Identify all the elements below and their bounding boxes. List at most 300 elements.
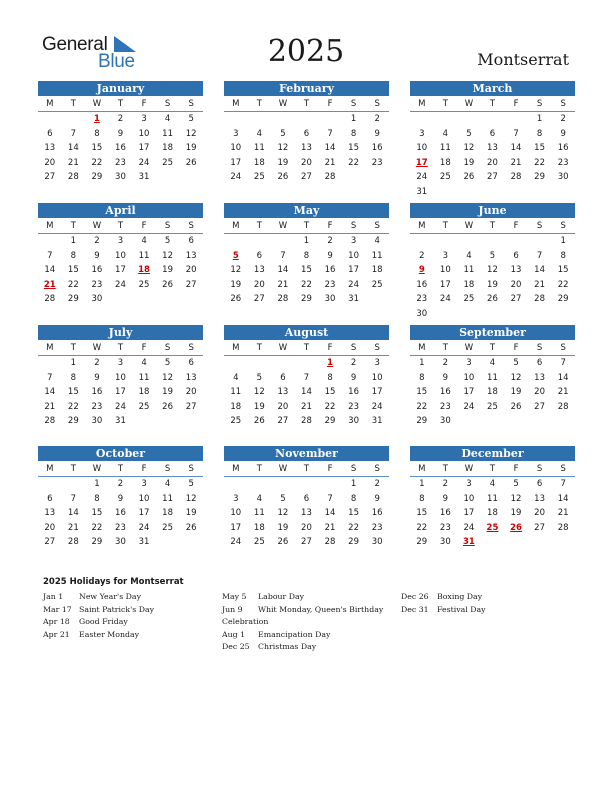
holiday-name: Christmas Day [258,642,317,652]
day-cell: 12 [253,387,265,398]
month-november [224,446,389,550]
day-cell: 15 [557,265,569,276]
week-row [38,249,203,264]
day-cell: 1 [303,236,310,246]
empty-day-cell [551,185,575,200]
empty-day-cell [504,112,528,127]
day-cell: 8 [560,250,566,261]
day-cell: 29 [416,537,428,548]
week-row [410,414,575,429]
day-cell: 8 [350,493,357,504]
holiday-item [43,629,154,642]
weekday-label: W [278,343,288,353]
day-cell: 1 [419,479,425,489]
day-cell: 8 [536,128,543,139]
day-cell: 9 [442,493,449,504]
day-cell: 24 [371,401,383,412]
day-cell: 4 [141,358,147,368]
day-cell: 12 [230,265,242,276]
empty-day-cell [295,112,319,127]
day-cell: 25 [253,537,265,548]
holiday-item [222,629,383,642]
holiday-column [222,591,383,654]
empty-day-cell [132,292,156,307]
day-cell: 9 [442,372,449,383]
holiday-item [222,604,383,617]
weekday-label: F [141,343,147,353]
week-row [410,521,575,536]
week-row [224,278,389,293]
day-cell: 26 [185,522,197,533]
day-cell: 23 [439,522,451,533]
week-row [410,278,575,293]
day-cell: 6 [513,250,519,261]
day-cell: 3 [117,236,124,246]
day-cell: 19 [185,143,197,154]
empty-day-cell [38,234,62,249]
day-cell: 24 [463,401,475,412]
holiday-day-cell: 17 [415,157,428,168]
day-cell: 18 [371,265,383,276]
day-cell: 12 [277,508,289,519]
weekday-label: T [489,221,496,231]
empty-day-cell [156,170,180,185]
day-cell: 10 [115,250,126,261]
day-cell: 30 [91,294,103,305]
month-header: July [38,325,203,340]
day-cell: 27 [44,537,56,548]
day-cell: 4 [233,372,239,383]
day-cell: 11 [253,143,265,154]
month-header: October [38,446,203,461]
day-cell: 7 [513,128,519,139]
day-cell: 12 [510,372,522,383]
day-cell: 25 [162,157,173,168]
week-row [410,492,575,507]
day-cell: 14 [324,508,336,519]
day-cell: 28 [324,537,336,548]
day-cell: 17 [439,279,451,290]
day-cell: 8 [70,250,77,261]
day-cell: 10 [439,265,451,276]
day-cell: 3 [466,479,472,489]
day-cell: 3 [141,479,147,489]
holiday-date: Aug 1 [222,629,246,639]
empty-day-cell [224,234,248,249]
day-cell: 16 [371,508,383,519]
week-row [38,112,203,127]
day-cell: 16 [115,508,126,519]
week-row [410,385,575,400]
weekday-label: T [70,343,76,353]
empty-day-cell [481,307,505,322]
weekday-header-row [224,461,389,477]
week-row [224,477,389,492]
day-cell: 20 [44,522,56,533]
weekday-label: W [92,99,102,109]
week-row [38,521,203,536]
weekday-label: T [489,464,496,474]
day-cell: 5 [188,114,194,124]
day-cell: 2 [117,114,124,124]
weekday-label: T [442,99,448,109]
day-cell: 21 [557,387,569,398]
day-cell: 11 [253,508,265,519]
empty-day-cell [457,185,481,200]
weekday-label: T [442,464,448,474]
day-cell: 16 [416,279,428,290]
day-cell: 6 [188,236,194,246]
day-cell: 21 [301,401,312,412]
day-cell: 1 [94,479,100,489]
weekday-label: M [46,221,54,231]
weekday-label: S [536,343,543,353]
day-cell: 24 [138,522,150,533]
day-cell: 6 [536,479,543,489]
day-cell: 17 [115,387,126,398]
day-cell: 6 [489,128,496,139]
day-cell: 1 [70,236,77,246]
weekday-label: T [256,221,262,231]
day-cell: 3 [419,128,425,139]
page-title-year: 2025 [267,34,345,69]
day-cell: 3 [141,114,147,124]
week-row [224,521,389,536]
day-cell: 21 [534,279,545,290]
day-cell: 15 [534,143,545,154]
empty-day-cell [295,356,319,371]
day-cell: 10 [230,143,242,154]
weekday-label: F [513,99,519,109]
empty-day-cell [551,414,575,429]
day-cell: 23 [439,401,451,412]
day-cell: 25 [230,416,242,427]
day-cell: 9 [327,250,333,261]
holiday-date: Dec 26 [401,592,429,601]
empty-day-cell [179,170,203,185]
day-cell: 11 [371,250,383,261]
day-cell: 5 [280,128,286,139]
weekday-label: W [92,221,102,231]
holiday-item [43,616,154,629]
day-cell: 16 [348,387,359,398]
day-cell: 11 [487,372,498,383]
empty-day-cell [179,414,203,429]
weekday-label: T [489,99,496,109]
day-cell: 22 [534,157,545,168]
month-header: March [410,81,575,96]
holiday-column [401,591,486,616]
empty-day-cell [156,414,180,429]
day-cell: 10 [230,508,242,519]
day-cell: 22 [91,522,103,533]
day-cell: 8 [70,372,77,383]
day-cell: 19 [487,279,498,290]
week-row [410,477,575,492]
day-cell: 15 [416,508,428,519]
day-cell: 27 [185,279,197,290]
holiday-date: Mar 17 [43,604,72,614]
weekday-label: S [188,464,194,474]
month-january [38,81,203,185]
day-cell: 21 [324,157,336,168]
day-cell: 28 [277,294,289,305]
day-cell: 29 [301,294,312,305]
week-row [38,477,203,492]
weekday-label: S [350,99,357,109]
day-cell: 30 [557,172,569,183]
weekday-label: S [164,99,171,109]
day-cell: 26 [253,416,265,427]
day-cell: 21 [510,157,522,168]
holiday-column [43,591,154,641]
day-cell: 1 [560,236,566,246]
day-cell: 24 [115,401,126,412]
month-header: November [224,446,389,461]
week-row [38,234,203,249]
day-cell: 11 [230,387,242,398]
day-cell: 5 [188,479,194,489]
day-cell: 27 [510,294,522,305]
week-row [410,263,575,278]
weekday-header-row [38,218,203,234]
day-cell: 11 [138,372,150,383]
month-august [224,325,389,429]
day-cell: 4 [374,236,380,246]
empty-day-cell [410,234,434,249]
week-row [224,385,389,400]
empty-day-cell [38,356,62,371]
weekday-label: S [164,343,171,353]
empty-day-cell [528,535,552,550]
day-cell: 23 [416,294,428,305]
weekday-label: S [536,221,543,231]
day-cell: 12 [277,143,289,154]
weekday-label: S [536,99,543,109]
weekday-label: W [464,99,474,109]
day-cell: 28 [67,537,79,548]
day-cell: 7 [303,372,310,383]
day-cell: 16 [557,143,569,154]
week-row [410,307,575,322]
weekday-label: T [303,464,310,474]
week-row [38,156,203,171]
holiday-date: Dec 25 [222,642,250,652]
weekday-label: T [117,221,124,231]
day-cell: 19 [277,157,289,168]
day-cell: 19 [463,157,475,168]
day-cell: 14 [324,143,336,154]
weekday-label: F [327,343,333,353]
weekday-label: M [232,343,240,353]
day-cell: 25 [138,279,150,290]
empty-day-cell [248,356,272,371]
weekday-label: M [418,99,426,109]
day-cell: 23 [371,522,383,533]
weekday-label: F [513,221,519,231]
empty-day-cell [271,234,295,249]
week-row [224,263,389,278]
day-cell: 9 [94,372,100,383]
day-cell: 3 [117,358,124,368]
day-cell: 30 [348,416,359,427]
holiday-name: Saint Patrick's Day [79,604,155,614]
day-cell: 27 [301,537,312,548]
holiday-date: Jan 1 [43,592,64,601]
day-cell: 7 [47,250,53,261]
week-row [224,414,389,429]
day-cell: 17 [348,265,359,276]
day-cell: 14 [557,493,569,504]
day-cell: 7 [560,358,566,368]
month-header: September [410,325,575,340]
day-cell: 10 [348,250,359,261]
weekday-label: S [560,343,566,353]
day-cell: 4 [141,236,147,246]
weekday-label: W [92,343,102,353]
day-cell: 8 [303,250,310,261]
day-cell: 29 [91,172,103,183]
empty-day-cell [248,477,272,492]
day-cell: 22 [557,279,569,290]
weekday-label: S [350,343,357,353]
holiday-item [43,604,154,617]
day-cell: 7 [560,479,566,489]
day-cell: 27 [487,172,498,183]
day-cell: 25 [138,401,150,412]
day-cell: 23 [91,401,103,412]
week-row [38,127,203,142]
day-cell: 22 [324,401,336,412]
day-cell: 30 [416,308,428,319]
day-cell: 7 [47,372,53,383]
day-cell: 28 [557,522,569,533]
day-cell: 25 [439,172,451,183]
day-cell: 18 [463,279,475,290]
day-cell: 10 [138,493,150,504]
weekday-label: S [374,343,380,353]
day-cell: 1 [536,114,543,124]
holiday-date: Apr 18 [43,617,70,627]
day-cell: 12 [487,265,498,276]
day-cell: 9 [560,128,566,139]
holiday-date: Jun 9 [222,604,243,614]
empty-day-cell [248,112,272,127]
weekday-label: T [70,99,76,109]
day-cell: 24 [230,537,242,548]
day-cell: 2 [419,250,425,261]
weekday-header-row [410,340,575,356]
day-cell: 12 [185,493,197,504]
day-cell: 18 [162,143,173,154]
week-row [38,400,203,415]
week-row [224,292,389,307]
empty-day-cell [481,414,505,429]
day-cell: 17 [138,143,150,154]
day-cell: 23 [115,157,126,168]
holiday-item [401,604,486,617]
day-cell: 17 [371,387,383,398]
day-cell: 26 [277,537,289,548]
empty-day-cell [132,414,156,429]
day-cell: 25 [162,522,173,533]
weekday-label: T [442,221,448,231]
day-cell: 29 [416,416,428,427]
day-cell: 13 [44,143,56,154]
month-may [224,203,389,307]
day-cell: 20 [510,279,522,290]
day-cell: 12 [510,493,522,504]
day-cell: 15 [91,143,103,154]
day-cell: 13 [301,143,312,154]
empty-day-cell [481,535,505,550]
day-cell: 8 [419,493,425,504]
day-cell: 10 [463,372,475,383]
day-cell: 13 [534,372,545,383]
month-header: February [224,81,389,96]
holiday-date: Apr 21 [43,629,70,639]
holiday-day-cell: 18 [138,265,150,276]
holiday-name: Good Friday [79,617,128,627]
day-cell: 14 [277,265,289,276]
weekday-label: M [418,464,426,474]
empty-day-cell [224,477,248,492]
week-row [410,535,575,550]
day-cell: 8 [94,128,100,139]
day-cell: 23 [371,157,383,168]
week-row [410,356,575,371]
week-row [224,141,389,156]
week-row [224,535,389,550]
day-cell: 13 [301,508,312,519]
day-cell: 10 [463,493,475,504]
weekday-header-row [410,96,575,112]
day-cell: 28 [324,172,336,183]
day-cell: 2 [117,479,124,489]
weekday-label: M [418,221,426,231]
weekday-label: M [232,464,240,474]
month-header: May [224,203,389,218]
empty-day-cell [271,112,295,127]
week-row [224,506,389,521]
day-cell: 8 [327,372,333,383]
weekday-header-row [38,461,203,477]
holiday-day-cell: 9 [418,265,425,276]
day-cell: 28 [301,416,312,427]
empty-day-cell [528,414,552,429]
day-cell: 1 [350,479,357,489]
month-header: April [38,203,203,218]
day-cell: 20 [534,387,545,398]
day-cell: 5 [466,128,472,139]
day-cell: 30 [115,172,126,183]
empty-day-cell [504,185,528,200]
month-april [38,203,203,307]
weekday-label: S [560,464,566,474]
holiday-name-continuation: Celebration [222,617,269,627]
week-row [410,234,575,249]
day-cell: 16 [439,508,451,519]
empty-day-cell [504,535,528,550]
day-cell: 10 [115,372,126,383]
week-row [38,506,203,521]
day-cell: 30 [324,294,336,305]
day-cell: 10 [416,143,428,154]
weekday-label: T [70,221,76,231]
weekday-label: W [464,221,474,231]
month-march [410,81,575,200]
day-cell: 16 [91,387,103,398]
